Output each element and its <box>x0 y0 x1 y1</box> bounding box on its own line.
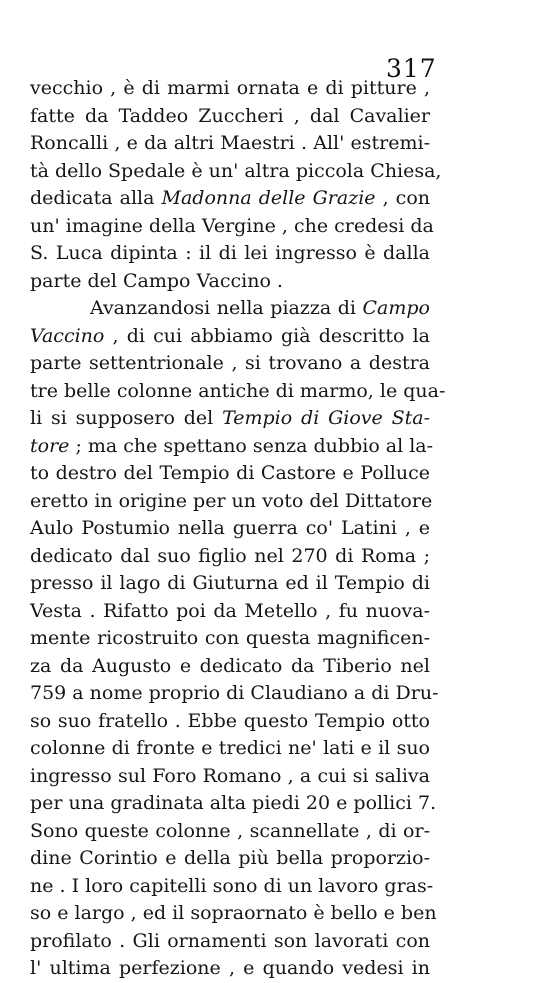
text-run: colonne di fronte e tredici ne' lati e il suo <box>30 737 430 759</box>
text-run: Avanzandosi nella piazza di <box>90 297 363 319</box>
text-line <box>30 708 430 736</box>
text-run: vecchio , è di marmi ornata e di pitture , <box>30 77 430 99</box>
text-run: parte del Campo Vaccino . <box>30 269 283 292</box>
text-line <box>30 350 430 378</box>
text-line <box>30 845 430 873</box>
text-run: profilato . Gli ornamenti son lavorati con <box>30 929 430 952</box>
text-line <box>30 405 430 433</box>
italic-text: Campo <box>362 297 430 319</box>
text-run: za da Augusto e dedicato da Tiberio nel <box>30 654 430 677</box>
text-line <box>30 130 430 158</box>
text-line <box>30 625 430 653</box>
text-line <box>30 268 430 296</box>
text-line <box>30 873 434 901</box>
text-line <box>30 378 446 406</box>
text-run: dedicata alla <box>30 187 162 209</box>
text-line <box>30 928 430 956</box>
text-line <box>30 818 430 846</box>
text-line <box>30 900 437 928</box>
text-line <box>30 295 430 323</box>
text-run: Vesta . Rifatto poi da Metello , fu nuova- <box>30 599 430 622</box>
text-run: dedicato dal suo figlio nel 270 di Roma ; <box>30 544 430 567</box>
text-line <box>30 323 430 351</box>
text-run: presso il lago di Giuturna ed il Tempio di <box>30 572 430 594</box>
text-line <box>30 103 430 131</box>
text-run: un' imagine della Vergine , che credesi da <box>30 214 434 237</box>
text-run: li si supposero del <box>30 407 223 429</box>
page-number: 317 <box>386 54 437 83</box>
body-text <box>30 75 446 983</box>
text-line <box>30 543 430 571</box>
text-line <box>30 75 430 103</box>
text-line <box>30 213 434 241</box>
text-run: fatte da Taddeo Zuccheri , dal Cavalier <box>30 104 430 127</box>
text-run: to destro del Tempio di Castore e Polluce <box>30 462 430 484</box>
text-run: eretto in origine per un voto del Dittatore <box>30 489 433 512</box>
text-run: so suo fratello . Ebbe questo Tempio otto <box>30 709 430 732</box>
text-line <box>30 488 433 516</box>
text-run: , con <box>375 187 430 209</box>
text-line <box>30 763 430 791</box>
text-line <box>30 955 430 983</box>
italic-text: Vaccino <box>30 324 105 347</box>
text-run: per una gradinata alta piedi 20 e pollici 7. <box>30 792 437 814</box>
text-run: 759 a nome proprio di Claudiano a di Dru- <box>30 682 439 704</box>
text-line <box>30 240 430 268</box>
text-line <box>30 515 430 543</box>
text-run: ne . I loro capitelli sono di un lavoro gras- <box>30 874 434 897</box>
text-line <box>30 653 430 681</box>
text-run: ; ma che spettano senza dubbio al la- <box>69 434 434 457</box>
text-run: , di cui abbiamo già descritto la <box>104 324 430 347</box>
text-run: tà dello Spedale è un' altra piccola Chiesa, <box>30 159 442 182</box>
text-line <box>30 433 434 461</box>
text-run: Aulo Postumio nella guerra co' Latini , e <box>30 517 430 539</box>
italic-text: Madonna delle Grazie <box>161 187 376 209</box>
text-line <box>30 735 430 763</box>
text-run: l' ultima perfezione , e quando vedesi in <box>30 957 430 979</box>
text-line <box>30 185 430 213</box>
text-run: mente ricostruito con questa magnificen- <box>30 627 430 649</box>
text-line <box>30 680 439 708</box>
text-run: ingresso sul Foro Romano , a cui si saliva <box>30 764 430 787</box>
italic-text: Tempio di Giove Sta- <box>222 407 430 429</box>
text-line <box>30 790 437 818</box>
text-line <box>30 598 430 626</box>
text-run: Sono queste colonne , scannellate , di or- <box>30 819 430 842</box>
text-line <box>30 158 442 186</box>
text-run: so e largo , ed il sopraornato è bello e ben <box>30 902 437 924</box>
text-run: parte settentrionale , si trovano a destra <box>30 352 430 374</box>
text-run: Roncalli , e da altri Maestri . All' estremi- <box>30 132 430 154</box>
italic-text: tore <box>30 434 70 457</box>
text-run: dine Corintio e della più bella proporzio- <box>30 847 430 869</box>
text-line <box>30 570 430 598</box>
text-line <box>30 460 430 488</box>
text-run: S. Luca dipinta : il di lei ingresso è dalla <box>30 242 430 264</box>
text-run: tre belle colonne antiche di marmo, le qua- <box>30 379 446 402</box>
